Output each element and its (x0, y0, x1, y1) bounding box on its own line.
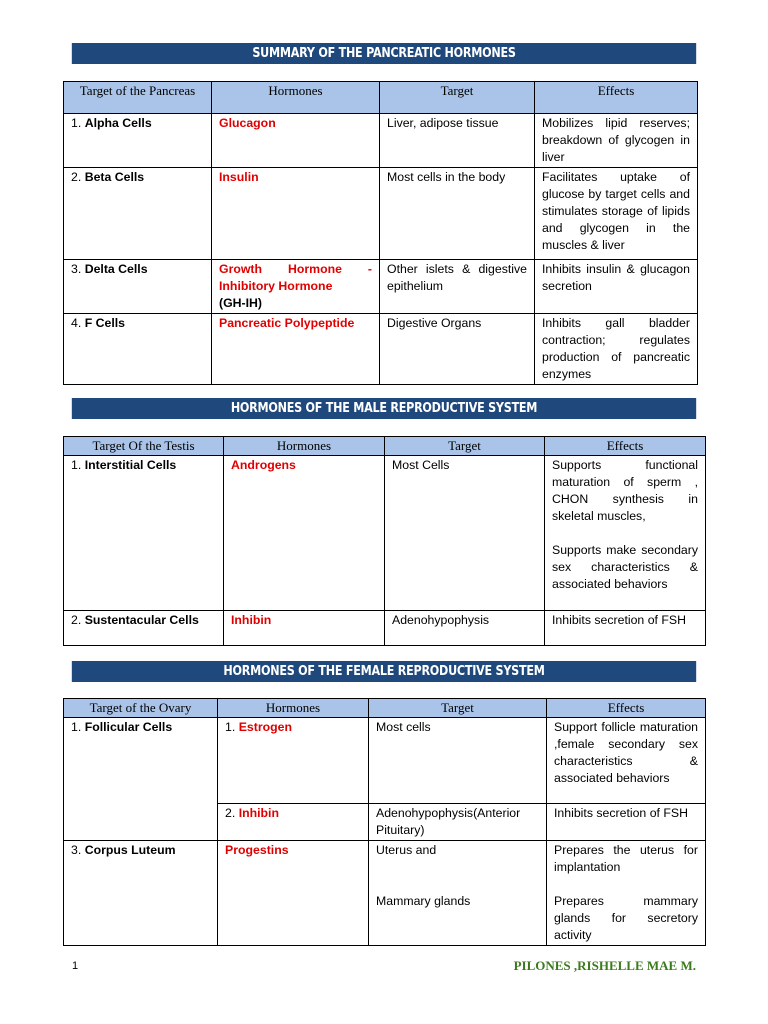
table-row (64, 260, 698, 314)
hormone: Glucagon (219, 116, 276, 130)
hormone: Pancreatic Polypeptide (219, 316, 355, 330)
page-number: 1 (72, 960, 79, 972)
effects: Inhibits secretion of FSH (545, 611, 706, 646)
row-num: 3. (71, 843, 82, 857)
hormone-abbr: (GH-IH) (219, 296, 263, 310)
table-row (64, 314, 698, 385)
row-num: 4. (71, 316, 82, 330)
header-effects: Effects (547, 699, 706, 718)
target: Liver, adipose tissue (380, 114, 535, 168)
row-num: 3. (71, 262, 82, 276)
target: Most cells (369, 718, 547, 804)
effects-2: Supports make secondary sex characteristics & associated behaviors (552, 543, 698, 591)
target: Adenohypophysis(Anterior Pituitary) (369, 804, 547, 841)
effects: Facilitates uptake of glucose by target cells and stimulates storage of lipids and glycogen in the muscles & liver (535, 168, 698, 260)
row-num: 1. (71, 720, 82, 734)
effects: Mobilizes lipid reserves; breakdown of glycogen in liver (535, 114, 698, 168)
effects: Support follicle maturation ,female secondary sex characteristics & associated behaviors (547, 718, 706, 804)
header-target-ovary: Target of the Ovary (64, 699, 218, 718)
row-num: 1. (71, 458, 82, 472)
section-title-pancreatic: SUMMARY OF THE PANCREATIC HORMONES (72, 43, 696, 64)
hormone: Estrogen (238, 720, 292, 734)
target-2: Mammary glands (376, 894, 471, 908)
table-row (64, 456, 706, 611)
section-title-male: HORMONES OF THE MALE REPRODUCTIVE SYSTEM (72, 398, 696, 419)
author-name: PILONES ,RISHELLE MAE M. (513, 958, 696, 973)
header-target-testis: Target Of the Testis (64, 437, 224, 456)
row-num: 1. (71, 116, 82, 130)
target: Digestive Organs (380, 314, 535, 385)
table-row (64, 168, 698, 260)
target: Adenohypophysis (385, 611, 545, 646)
male-table (63, 436, 706, 646)
target: Most cells in the body (380, 168, 535, 260)
effects: Prepares the uterus for implantation (554, 843, 698, 874)
hormone: Growth Hormone - Inhibitory Hormone (219, 262, 372, 293)
female-table (63, 698, 706, 946)
effects-2: Prepares mammary glands for secretory activity (554, 894, 698, 942)
table-row (64, 718, 706, 804)
effects: Inhibits gall bladder contraction; regulates production of pancreatic enzymes (535, 314, 698, 385)
header-target: Target (369, 699, 547, 718)
row-num: 2. (71, 170, 82, 184)
table-row (64, 611, 706, 646)
target-cell: Delta Cells (84, 262, 148, 276)
hormone: Progestins (225, 843, 289, 857)
hormone: Inhibin (231, 613, 272, 627)
header-hormones: Hormones (218, 699, 369, 718)
hormone: Inhibin (238, 806, 279, 820)
effects: Inhibits secretion of FSH (547, 804, 706, 841)
target-cell: Follicular Cells (84, 720, 173, 734)
target-cell: Beta Cells (84, 170, 145, 184)
target-cell: Interstitial Cells (84, 458, 177, 472)
hormone-num: 1. (225, 720, 236, 734)
effects: Inhibits insulin & glucagon secretion (535, 260, 698, 314)
effects: Supports functional maturation of sperm , CHON synthesis in skeletal muscles, (552, 458, 698, 523)
header-effects: Effects (545, 437, 706, 456)
header-target: Target (380, 82, 535, 114)
target: Most Cells (385, 456, 545, 611)
header-hormones: Hormones (212, 82, 380, 114)
hormone: Androgens (231, 458, 296, 472)
pancreatic-table (63, 81, 698, 385)
header-hormones: Hormones (224, 437, 385, 456)
target: Uterus and (376, 843, 437, 857)
table-row (64, 841, 706, 946)
target-cell: Corpus Luteum (84, 843, 176, 857)
header-target-pancreas: Target of the Pancreas (64, 82, 212, 114)
hormone-num: 2. (225, 806, 236, 820)
target-cell: F Cells (84, 316, 126, 330)
target-cell: Sustentacular Cells (84, 613, 199, 627)
table-row (64, 114, 698, 168)
header-effects: Effects (535, 82, 698, 114)
hormone: Insulin (219, 170, 259, 184)
section-title-female: HORMONES OF THE FEMALE REPRODUCTIVE SYSTEM (72, 661, 696, 682)
target: Other islets & digestive epithelium (380, 260, 535, 314)
row-num: 2. (71, 613, 82, 627)
header-target: Target (385, 437, 545, 456)
target-cell: Alpha Cells (84, 116, 152, 130)
